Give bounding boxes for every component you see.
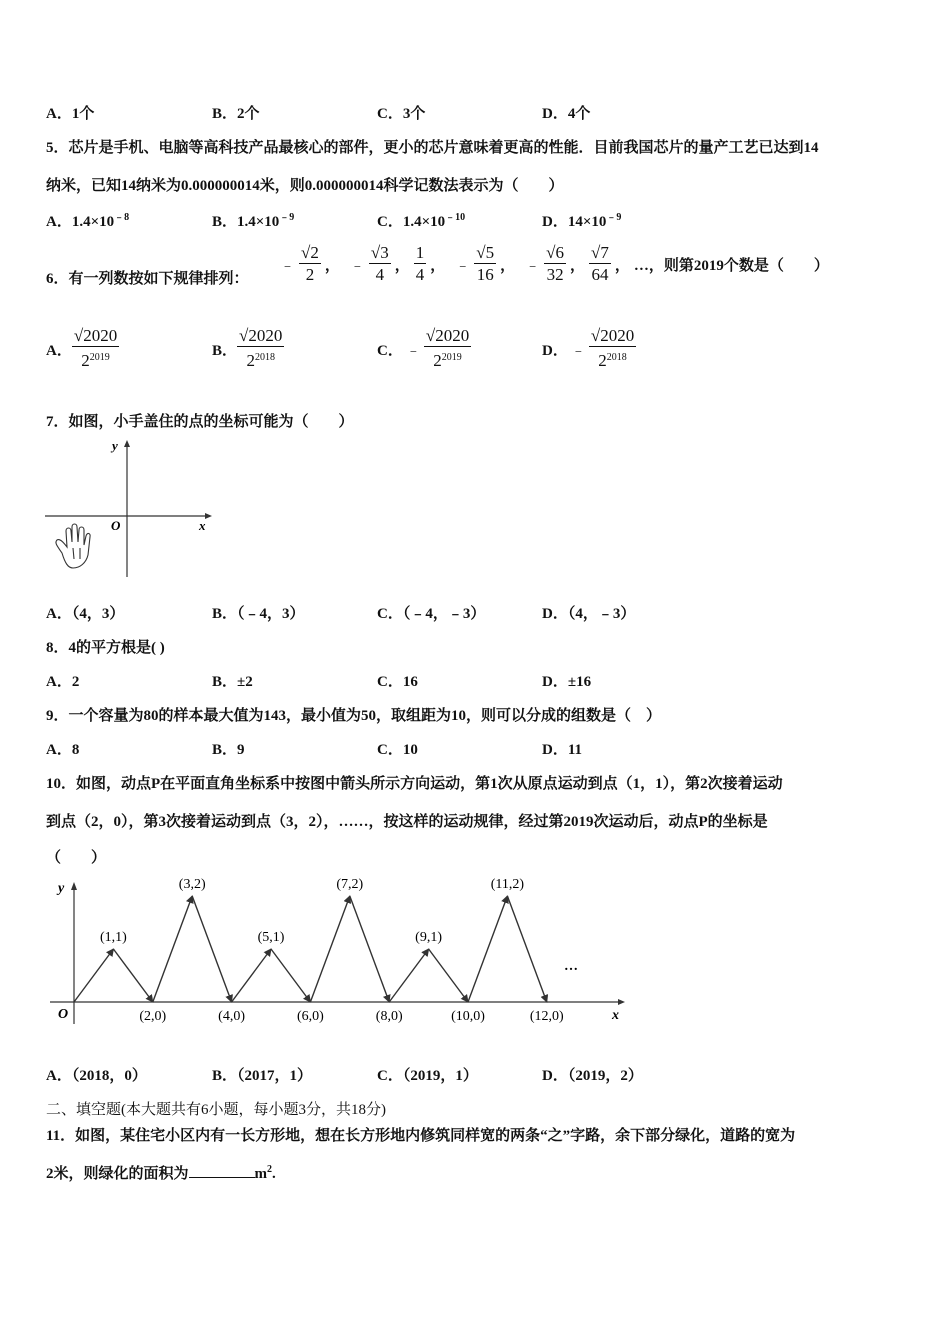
q6-option-base: 2 (246, 351, 255, 370)
q6-term-denominator: 2 (299, 263, 321, 286)
q10-option-a: A．（2018，0） (46, 1068, 147, 1084)
q6-term-separator: ， (500, 258, 516, 274)
q6-option-exponent: 2018 (606, 352, 627, 363)
q10-path (74, 896, 547, 1002)
sqrt-icon: √ (476, 243, 486, 262)
q6-option-a (46, 326, 119, 372)
q9-text: 9．一个容量为80的样本最大值为143，最小值为50，取组距为10，则可以分成的组数是（ ） (46, 708, 662, 724)
q6-term-fraction (589, 243, 611, 286)
q6-term-sign: ﹣ (349, 258, 365, 274)
q10-segment-arrow (429, 949, 468, 1002)
q10-segment-arrow (507, 896, 546, 1002)
q6-term-separator: ， (614, 258, 630, 274)
section-2-heading: 二、填空题(本大题共有6小题，每小题3分，共18分) (46, 1102, 386, 1118)
sqrt-icon: √ (591, 243, 601, 262)
q11-answer-blank[interactable] (189, 1177, 255, 1178)
q5-option-d: D．$14\times 10^{﹣9}$ (542, 212, 622, 230)
q6-option-c (377, 326, 471, 372)
q6-option-label: D． (542, 342, 568, 359)
q4-option-c: C．3个 (377, 106, 426, 122)
q10-point-label: (9,1) (415, 930, 443, 945)
q6-term-radicand: 5 (485, 243, 495, 262)
q10-point-label: (6,0) (296, 1009, 324, 1024)
q10-y-label: y (58, 881, 65, 896)
q8-text: 8．4的平方根是( ) (46, 640, 165, 656)
q6-option-denominator (589, 346, 636, 372)
q10-text-line2: 到点（2，0），第3次接着运动到点（3，2），……，按这样的运动规律，经过第2019次运动后，动点P的坐标是 (46, 814, 768, 830)
q11-text-line2: 2米，则绿化的面积为 $m^2$. (46, 1164, 276, 1182)
q6-option-exponent: 2018 (254, 352, 275, 363)
q10-x-arrow-icon (618, 999, 625, 1005)
q10-x-label: x (612, 1008, 619, 1023)
sqrt-icon: √ (239, 326, 249, 345)
q6-option-fraction (72, 326, 119, 372)
q6-term-denominator: 64 (589, 263, 611, 286)
q6-option-base: 2 (81, 351, 90, 370)
q6-term-fraction (299, 243, 321, 286)
q6-option-denominator (424, 346, 471, 372)
q6-option-radicand: 2020 (435, 326, 470, 345)
q9-option-a: A．8 (46, 742, 80, 758)
q4-option-d: D．4个 (542, 106, 591, 122)
q6-option-sign: ﹣ (405, 342, 421, 359)
q6-term-denominator: 16 (474, 263, 496, 286)
q6-term-numerator (589, 243, 611, 263)
q10-segment-arrow (350, 896, 389, 1002)
q6-sequence (274, 243, 829, 286)
q6-option-numerator (237, 326, 284, 346)
q9-option-c: C．10 (377, 742, 418, 758)
q10-point-label: (10,0) (451, 1009, 485, 1024)
q7-x-label: x (199, 518, 206, 533)
q10-segment-arrow (271, 949, 310, 1002)
q5-text-line2: 纳米，已知14纳米为0.000000014米，则0.000000014科学记数法表示为（ ） (46, 178, 564, 194)
q8-option-d: D．±16 (542, 674, 592, 690)
q10-segment-arrow (310, 896, 349, 1002)
q6-option-fraction (237, 326, 284, 372)
q6-term-radicand: 7 (600, 243, 609, 262)
q10-segment-arrow (232, 949, 271, 1002)
q6-option-radicand: 2020 (600, 326, 635, 345)
q10-point-label: (7,2) (336, 877, 364, 892)
q9-option-d: D．11 (542, 742, 583, 758)
q6-term-denominator: 32 (544, 263, 566, 286)
q10-segment-arrow (192, 896, 231, 1002)
q6-term-separator: ， (324, 258, 340, 274)
q6-suffix: …，则第2019个数是（ ） (633, 258, 829, 274)
q10-point-label: (5,1) (257, 930, 285, 945)
q10-point-label: (11,2) (490, 877, 525, 892)
q7-y-label: y (112, 438, 118, 453)
q6-term-numerator (474, 243, 496, 263)
q8-option-b: B．±2 (212, 674, 253, 690)
q10-figure (40, 874, 640, 1034)
sqrt-icon: √ (73, 326, 84, 345)
q7-text: 7．如图，小手盖住的点的坐标可能为（ ） (46, 414, 354, 430)
sqrt-icon: √ (301, 243, 311, 262)
q6-term-separator: ， (430, 258, 446, 274)
q6-option-denominator (72, 346, 119, 372)
q7-figure (40, 435, 220, 585)
q6-option-label: C． (377, 342, 403, 359)
q6-term-denominator: 4 (415, 265, 425, 284)
q6-option-base: 2 (433, 351, 442, 370)
q6-option-radicand: 2020 (248, 326, 283, 345)
q6-option-exponent: 2019 (441, 352, 462, 363)
hand-icon (56, 524, 90, 568)
q10-segment-arrow (468, 896, 507, 1002)
q6-option-exponent: 2019 (89, 352, 110, 363)
q6-term-separator: ， (394, 258, 410, 274)
q6-term-radicand: 3 (380, 243, 389, 262)
q6-term-sign: ﹣ (525, 258, 541, 274)
q6-option-label: B． (212, 342, 238, 359)
q6-option-fraction (589, 326, 636, 372)
q6-option-radicand: 2020 (83, 326, 118, 345)
q8-option-a: A．2 (46, 674, 80, 690)
q6-term-fraction (414, 243, 427, 286)
q6-term-numerator: 1 (415, 243, 425, 262)
q6-prefix: 6．有一列数按如下规律排列： (46, 271, 249, 287)
sqrt-icon: √ (425, 326, 436, 345)
q7-option-c: C．（﹣4，﹣3） (377, 606, 486, 622)
q10-point-label: (4,0) (218, 1009, 246, 1024)
q10-point-label: (3,2) (178, 877, 206, 892)
q10-segment-arrow (74, 949, 113, 1002)
q6-option-numerator (72, 326, 119, 346)
q10-text-line1: 10．如图，动点P在平面直角坐标系中按图中箭头所示方向运动，第1次从原点运动到点（1，1），第2次接着运动 (46, 776, 783, 792)
q6-term-fraction (474, 243, 496, 286)
q7-option-a: A．（4，3） (46, 606, 125, 622)
q6-term-fraction (544, 243, 566, 286)
q6-option-sign: ﹣ (570, 342, 586, 359)
q11-text-line1: 11．如图，某住宅小区内有一长方形地，想在长方形地内修筑同样宽的两条“之”字路，余下部分绿化，道路的宽为 (46, 1128, 796, 1144)
q7-origin-label: O (111, 518, 121, 533)
q6-term-separator: ， (570, 258, 586, 274)
q5-option-b: B．$1.4\times 10^{﹣9}$ (212, 212, 295, 230)
q6-term-numerator (299, 243, 321, 263)
q10-y-arrow-icon (71, 882, 77, 890)
q6-term-fraction (369, 243, 391, 286)
q6-option-numerator (424, 326, 471, 346)
q8-option-c: C．16 (377, 674, 418, 690)
q10-point-label: (1,1) (99, 930, 127, 945)
q5-option-c: C．$1.4\times 10^{﹣10}$ (377, 212, 466, 230)
q10-option-c: C．（2019，1） (377, 1068, 478, 1084)
q6-term-numerator (544, 243, 566, 263)
q6-term-denominator: 4 (369, 263, 391, 286)
q6-term-radicand: 2 (310, 243, 319, 262)
sqrt-icon: √ (546, 243, 556, 262)
q7-option-b: B．（﹣4，3） (212, 606, 305, 622)
q10-point-label: (2,0) (139, 1009, 167, 1024)
q6-option-b (212, 326, 284, 372)
q10-option-d: D．（2019，2） (542, 1068, 643, 1084)
sqrt-icon: √ (370, 243, 381, 262)
q4-option-b: B．2个 (212, 106, 260, 122)
q10-point-label: (8,0) (375, 1009, 403, 1024)
q6-option-d (542, 326, 636, 372)
q4-option-a: A．1个 (46, 106, 95, 122)
q10-segment-arrow (389, 949, 428, 1002)
q10-point-label: (12,0) (529, 1009, 564, 1024)
q10-ellipsis: … (564, 959, 578, 974)
q10-text-line3: （ ） (46, 850, 107, 866)
q6-term-sign: ﹣ (280, 258, 296, 274)
q5-option-a: A．$1.4\times 10^{﹣8}$ (46, 212, 130, 230)
q6-option-denominator (237, 346, 284, 372)
q6-term-sign: ﹣ (455, 258, 471, 274)
sqrt-icon: √ (590, 326, 601, 345)
q5-text-line1: 5．芯片是手机、电脑等高科技产品最核心的部件，更小的芯片意味着更高的性能．目前我国芯片的量产工艺已达到14 (46, 140, 819, 156)
q6-option-base: 2 (598, 351, 607, 370)
q7-option-d: D．（4，﹣3） (542, 606, 636, 622)
q6-option-fraction (424, 326, 471, 372)
q6-term-radicand: 6 (555, 243, 564, 262)
q7-x-arrow-icon (205, 513, 212, 519)
q7-y-arrow-icon (124, 440, 130, 447)
q10-segment-arrow (113, 949, 152, 1002)
q6-term-numerator (369, 243, 391, 263)
q6-option-label: A． (46, 342, 72, 359)
q10-option-b: B．（2017，1） (212, 1068, 313, 1084)
q10-origin-label: O (58, 1007, 69, 1022)
q10-segment-arrow (153, 896, 192, 1002)
q9-option-b: B．9 (212, 742, 245, 758)
q6-option-numerator (589, 326, 636, 346)
